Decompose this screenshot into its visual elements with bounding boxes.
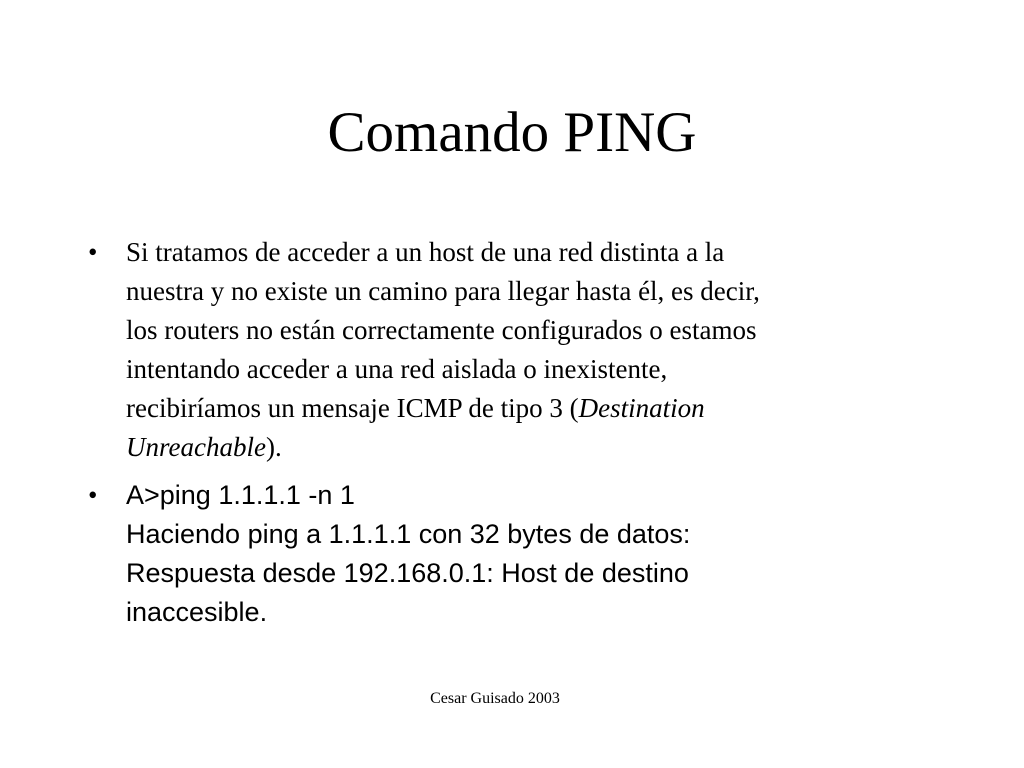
explanation-line: los routers no están correctamente configurados o estamos	[126, 315, 757, 345]
explanation-line-end	[126, 428, 938, 467]
explanation-line-last	[126, 389, 938, 428]
bullet-item-command	[88, 476, 938, 632]
bullet-item-explanation	[88, 233, 938, 467]
explanation-line: nuestra y no existe un camino para llegar hasta él, es decir,	[126, 276, 760, 306]
bullet-marker: •	[88, 480, 98, 510]
explanation-line: intentando acceder a una red aislada o inexistente,	[126, 354, 668, 384]
command-prompt: A>	[126, 480, 160, 510]
slide-title: Comando PING	[327, 101, 697, 164]
explanation-text: recibiríamos un mensaje ICMP de tipo 3 (	[126, 393, 579, 423]
bullet-list	[88, 233, 938, 632]
output-line: Haciendo ping a 1.1.1.1 con 32 bytes de datos:	[126, 519, 691, 549]
bullet-marker: •	[88, 237, 98, 267]
output-line: inaccesible.	[126, 597, 268, 627]
italic-term: Destination	[578, 393, 705, 423]
slide-footer: Cesar Guisado 2003	[430, 690, 560, 707]
command-line	[126, 476, 938, 515]
explanation-tail: ).	[265, 432, 282, 462]
italic-term: Unreachable	[126, 432, 266, 462]
command-text: ping 1.1.1.1 -n 1	[159, 480, 355, 510]
explanation-line: Si tratamos de acceder a un host de una red distinta a la	[126, 237, 725, 267]
output-line: Respuesta desde 192.168.0.1: Host de destino	[126, 558, 689, 588]
